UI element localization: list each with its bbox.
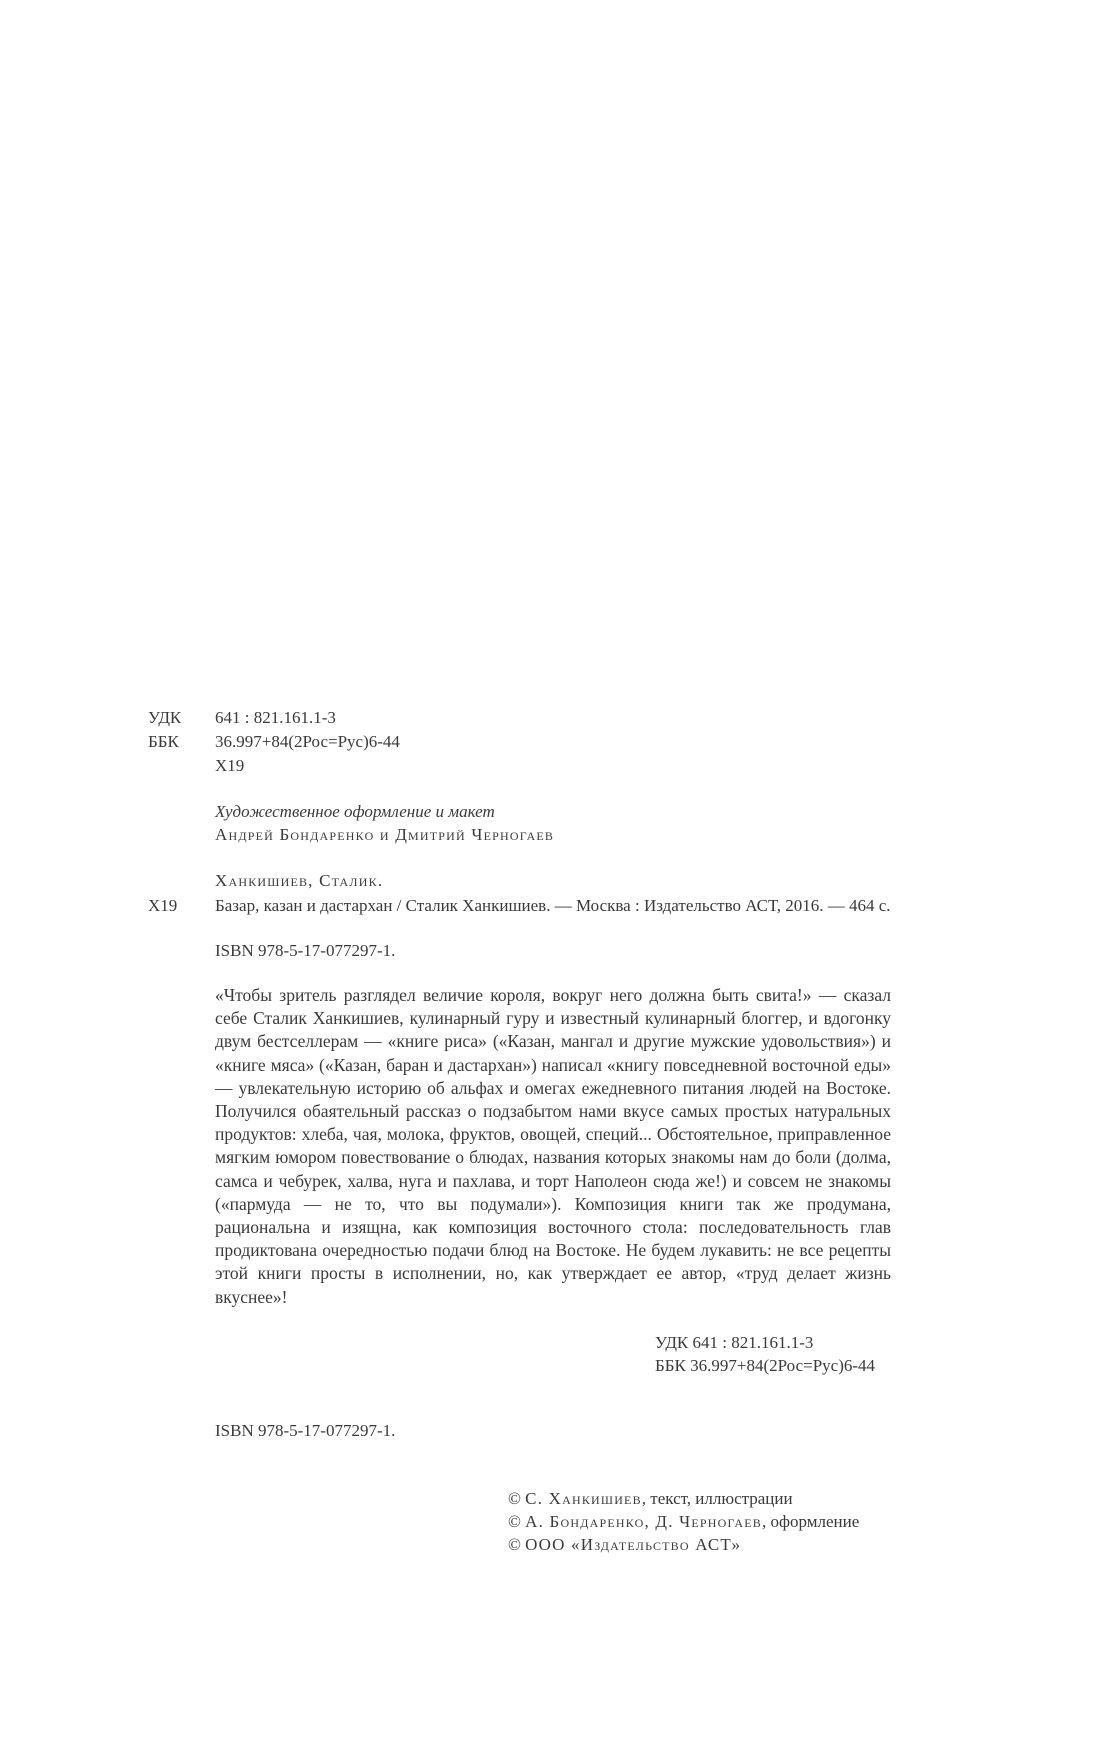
annotation-paragraph: «Чтобы зритель разглядел величие короля, вокруг него должна быть свита!» — сказал себе Сталик Ханкишиев, кулинарный гуру и известный кулинарный блоггер, и вдогонку двум бестселлерам — «книге риса» («Казан, мангал и другие мужские удовольствия») и «книге мяса» («Казан, баран и дастархан») написал «книгу повседневной восточной еды» — увлекательную историю об альфах и омегах ежедневного питания людей на Востоке. Получился обаятельный рассказ о подзабытом нами вкусе самых простых натуральных продуктов: хлеба, чая, молока, фруктов, овощей, специй... Обстоятельное, приправленное мягким юмором повествование о блюдах, названия которых знакомы нам до боли (долма, самса и чебурек, халва, нуга и пахлава, и торт Наполеон сюда же!) и совсем не знакомы («пармуда — не то, что вы подумали»). Композиция книги так же продумана, рациональна и изящна, как композиция восточного стола: последовательность глав продиктована очередностью подачи блюд на Востоке. Не будем лукавить: не все рецепты этой книги просты в исполнении, но, как утверждает ее автор, «труд делает жизнь вкуснее»! [215,985,891,1307]
udc-value: 641 : 821.161.1-3 [215,708,336,727]
copyright-line [508,1510,859,1533]
design-credit-names: Андрей Бондаренко и Дмитрий Черногаев [215,825,555,844]
udc-footer: УДК 641 : 821.161.1-3 [655,1333,814,1352]
author-code: Х19 [215,756,245,775]
copyright-line [508,1533,859,1556]
design-credit [215,800,554,846]
bbk-row [148,730,400,754]
copyright-name: А. Бондаренко, Д. Черногаев [525,1512,762,1531]
catalog-code: Х19 [148,896,178,915]
copyright-symbol: © [508,1489,521,1508]
udc-bbk-footer [655,1331,875,1377]
bbk-label: ББК [148,732,179,751]
copyright-name: С. Ханкишиев [525,1489,642,1508]
catalog-entry [148,868,948,918]
udc-label: УДК [148,708,182,727]
catalog-entry-row [148,893,948,918]
isbn-bottom: ISBN 978-5-17-077297-1. [215,1421,396,1440]
copyright-name: ООО «Издательство АСТ» [525,1535,742,1554]
udc-bbk-block [148,706,400,778]
copyright-rest: , текст, иллюстрации [641,1489,793,1508]
catalog-entry-text: Базар, казан и дастархан / Сталик Ханкишиев. — Москва : Издательство АСТ, 2016. — 464 с. [215,896,891,915]
bbk-footer: ББК 36.997+84(2Рос=Рус)6-44 [655,1356,876,1375]
copyright-rest: , оформление [761,1512,860,1531]
design-credit-role: Художественное оформление и макет [215,802,495,821]
isbn-top: ISBN 978-5-17-077297-1. [215,941,396,960]
copyright-block [508,1487,859,1556]
copyright-symbol: © [508,1535,521,1554]
catalog-author-heading: Ханкишиев, Сталик. [215,871,384,890]
copyright-line [508,1487,859,1510]
udc-row [148,706,400,730]
copyright-symbol: © [508,1512,521,1531]
bbk-value: 36.997+84(2Рос=Рус)6-44 [215,732,400,751]
author-code-row [148,754,400,778]
